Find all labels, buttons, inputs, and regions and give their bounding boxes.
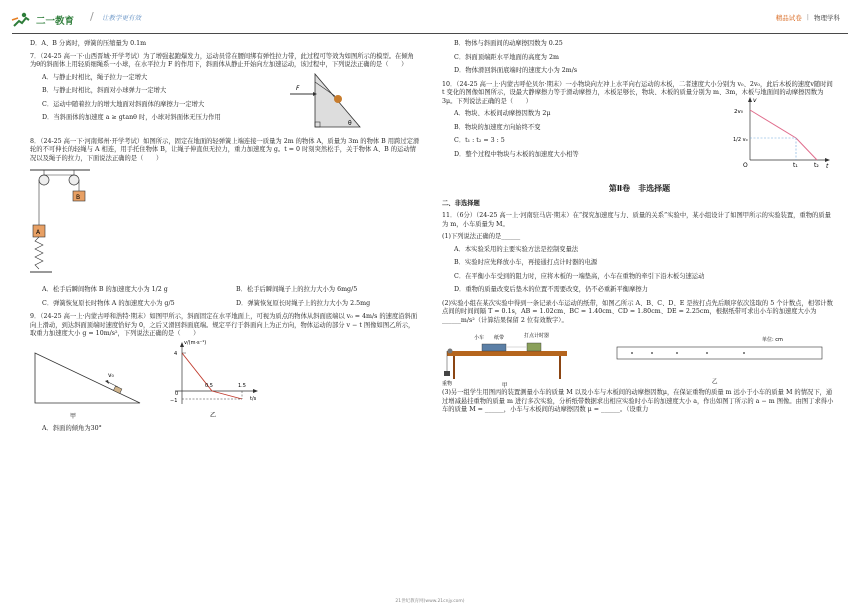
q8-option-b: B．松手后瞬间绳子上的拉力大小为 6mg/5 xyxy=(236,286,358,293)
header-tags xyxy=(776,13,840,22)
runner-logo-icon xyxy=(10,12,32,28)
q10-option-a: A．物块、木板间动摩擦因数为 2μ xyxy=(454,110,551,117)
brand-logo xyxy=(10,12,74,28)
tag-quality: 精品试卷 xyxy=(775,14,802,22)
brand-name: 二一教育 xyxy=(36,16,75,27)
fig-jia-label: 甲 xyxy=(70,412,77,420)
graph-v-axis-label: v xyxy=(753,97,757,104)
section-2-title: 第Ⅱ卷 非选择题 xyxy=(608,184,671,193)
q9-option-a: A．斜面的倾角为30° xyxy=(42,424,102,432)
vt-tick-4: 4 xyxy=(174,350,178,357)
fig-yi-label: 乙 xyxy=(210,411,217,419)
graph-origin-label: O xyxy=(743,162,748,168)
fig-tape-label: 纸带 xyxy=(494,335,505,342)
q9-figures xyxy=(30,339,420,425)
q9-vt-graph xyxy=(160,339,270,421)
q10-stem: 10．（24-25 高一上·内蒙古呼伦贝尔·期末）一小物块向左冲上水平向右运动的木板，二者速度大小分别为 v₀、2v₀，此后木板的速度v随时间 t 变化的图像如图所示，设最大静摩擦力等于滑动摩擦力，木板足够长，物块、木板的质量分别为 m、3m，木板与地面间的动摩擦因数为3μ。下列说法正确的是（ ） xyxy=(442,80,833,105)
q10-option-b: B．物块的加速度方向始终不变 xyxy=(454,123,541,131)
q8-stem: 8．（24-25 高一下·河南郑州·开学考试）如图所示，固定在地面的轻弹簧上端连接一质量为 2m 的物体 A，质量为 3m 的物体 B 用跨过定滑轮的不可伸长的轻绳与 A 相连，用手托住物体 B，让绳子伸直但无拉力，重力加速度为 g。t = 0 时刻突然松手，关于物体 A、B 的运动情况以及绳子的拉力，下面说法正确的是（ ） xyxy=(30,137,420,162)
vt-xlabel: t/s xyxy=(250,395,257,402)
q11-option-d: D．重物的质量改变后垫木的位置不需要改变，仍不必重新平衡摩擦力 xyxy=(454,286,648,294)
page-footer: 21世纪教育网(www.21cnjy.com) xyxy=(395,599,465,604)
q11-option-a: A．本实验采用的主要实验方法是控制变量法 xyxy=(454,245,579,253)
fig-timer-label: 打点计时器 xyxy=(524,333,550,340)
q9-option-c: C．斜面顶端距水平地面的高度为 2m xyxy=(454,53,559,61)
q10-options-with-graph xyxy=(442,97,837,182)
q7-option-d: D．当斜面体的加速度 a ≥ gtanθ 时，小球对斜面体无压力作用 xyxy=(42,114,221,121)
header-slogan: 让教学更有效 xyxy=(102,14,141,22)
q11-stem: 11．（6分）（24-25 高一上·河南驻马店·期末）在“探究加速度与力、质量的关系”实验中，某小组设计了如图甲所示的实验装置，重物的质量为 m，小车质量为 M。 xyxy=(442,212,831,228)
graph-half-v0-label: 1/2 v₀ xyxy=(733,137,748,143)
v0-label: v₀ xyxy=(108,371,114,379)
q11-part1: (1)下列说法正确的是______ xyxy=(442,233,521,241)
q8-pulley-figure xyxy=(30,167,90,282)
fig-car-label: 小车 xyxy=(474,335,485,342)
q11-option-b: B．实验时应先释放小车，再接通打点计时器的电源 xyxy=(454,259,598,267)
tag-separator: | xyxy=(806,13,809,21)
q8-options-row2 xyxy=(42,300,420,309)
header-divider: / xyxy=(90,10,94,23)
q9-incline-figure xyxy=(30,343,150,423)
q7-options-with-figure xyxy=(30,74,420,138)
section-2-subtitle: 二、非选择题 xyxy=(442,199,480,207)
fig-jia-label: 甲 xyxy=(502,383,508,390)
left-column xyxy=(30,40,420,438)
fig-yi-label-2: 乙 xyxy=(712,379,718,386)
vt-tick-1-5: 1.5 xyxy=(238,382,246,389)
q9-option-d: D．物体滑回斜面底端时的速度大小为 2m/s xyxy=(454,67,578,74)
vt-tick-0: 0 xyxy=(175,390,179,397)
q8-option-d: D．弹簧恢复原长时绳子上的拉力大小为 2.5mg xyxy=(236,299,371,307)
q8-options-row1 xyxy=(42,286,420,295)
q11-figures xyxy=(442,329,837,389)
q8-option-a: A．松手后瞬间物体 B 的加速度大小为 1/2 g xyxy=(42,286,168,293)
vt-tick-0-5: 0.5 xyxy=(205,382,213,389)
q10-option-c: C．t₁ : t₂ = 3 : 5 xyxy=(454,137,505,144)
q6-option-d: D．A、B 分离时，弹簧的压缩量为 0.1m xyxy=(30,40,147,47)
q11-option-c: C．在平衡小车受到的阻力时，应将木板的一端垫高，小车在重物的牵引下沿木板匀速运动 xyxy=(454,272,705,280)
q7-stem: 7．（24-25 高一下·山西晋城·开学考试）为了增强起跑爆发力，运动员常在腰间绑有弹性拉力带，此过程可等效为如图所示的模型。在倾角为θ的斜面体上用轻质细绳系一小球，在水平拉力 F 的作用下，斜面体从静止开始向左加速运动，该过程中，下列说法正确的是（ ） xyxy=(30,52,414,68)
vt-ylabel: v/(m·s⁻¹) xyxy=(184,339,207,346)
q10-vt-graph xyxy=(732,96,832,168)
fig-unit-label: 单位: cm xyxy=(762,337,783,344)
fig-weight-label: 重物 xyxy=(442,381,453,388)
graph-2v0-label: 2v₀ xyxy=(734,109,743,115)
q11-apparatus-figure xyxy=(442,329,592,389)
tag-subject: 物理学科 xyxy=(814,14,840,22)
theta-label: θ xyxy=(348,119,352,127)
q11-tape-figure xyxy=(612,331,832,387)
q9-stem: 9．（24-25 高一上·内蒙古呼和浩特·期末）如图甲所示，斜面固定在水平地面上，可视为质点的物体从斜面底端以 v₀ = 4m/s 的速度沿斜面向上滑动，到达斜面顶端时速度恰好为 0，之后又滑回斜面底端。规定平行于斜面向上为正方向，物体运动的部分 v − t 图像如图乙所示，取重力加速度大小 g = 10m/s²，下列说法正确的是（ ） xyxy=(30,313,418,337)
force-label: F xyxy=(296,84,300,92)
q10-option-d: D．整个过程中物块与木板的加速度大小相等 xyxy=(454,150,579,158)
q7-option-a: A．与静止时相比，绳子拉力一定增大 xyxy=(42,73,148,81)
q11-part2: (2)实验小组在某次实验中得到一条记录小车运动的纸带，如图乙所示 A、B、C、D、E 是按打点先后顺序依次选取的 5 个计数点，相邻计数点间的时间间隔 T = 0.1s，AB = 1.02cm、BC = 1.40cm、CD = 1.80cm、DE = 2.25cm，根据纸带可求出小车的加速度大小为______m/s²（计算结果保留 2 位有效数字）。 xyxy=(442,299,833,324)
q7-incline-figure xyxy=(280,72,370,132)
q7-option-c: C．运动中随着拉力的增大地面对斜面体的摩擦力一定增大 xyxy=(42,100,205,108)
graph-t1-label: t₁ xyxy=(793,162,798,168)
q8-option-c: C．弹簧恢复原长时物体 A 的加速度大小为 g/5 xyxy=(42,299,175,307)
header-rule xyxy=(12,33,848,34)
q11-part3: (3)另一组学生用图丙的装置测量小车的质量 M 以及小车与木板间的动摩擦因数μ，在保证重物的质量 m 远小于小车的质量 M 的情况下，通过增减悬挂重物的质量 m 进行多次实验，分析纸带数据求出相应实验时小车的加速度大小 a，作出如图丁所示的 a − m 图像。由图丁求得小车的质量 M = ______，小车与木板间的动摩擦因数 μ = ______。（设重力 xyxy=(442,389,834,414)
vt-tick-minus1: −1 xyxy=(170,397,178,404)
q9-option-b: B．物体与斜面间的动摩擦因数为 0.25 xyxy=(454,40,563,47)
q7-option-b: B．与静止时相比，斜面对小球弹力一定增大 xyxy=(42,87,167,94)
right-column xyxy=(442,40,837,419)
block-b-label: B xyxy=(76,194,81,201)
graph-t2-label: t₂ xyxy=(814,162,819,168)
graph-t-axis-label: t xyxy=(826,163,829,168)
block-a-label: A xyxy=(36,229,41,236)
